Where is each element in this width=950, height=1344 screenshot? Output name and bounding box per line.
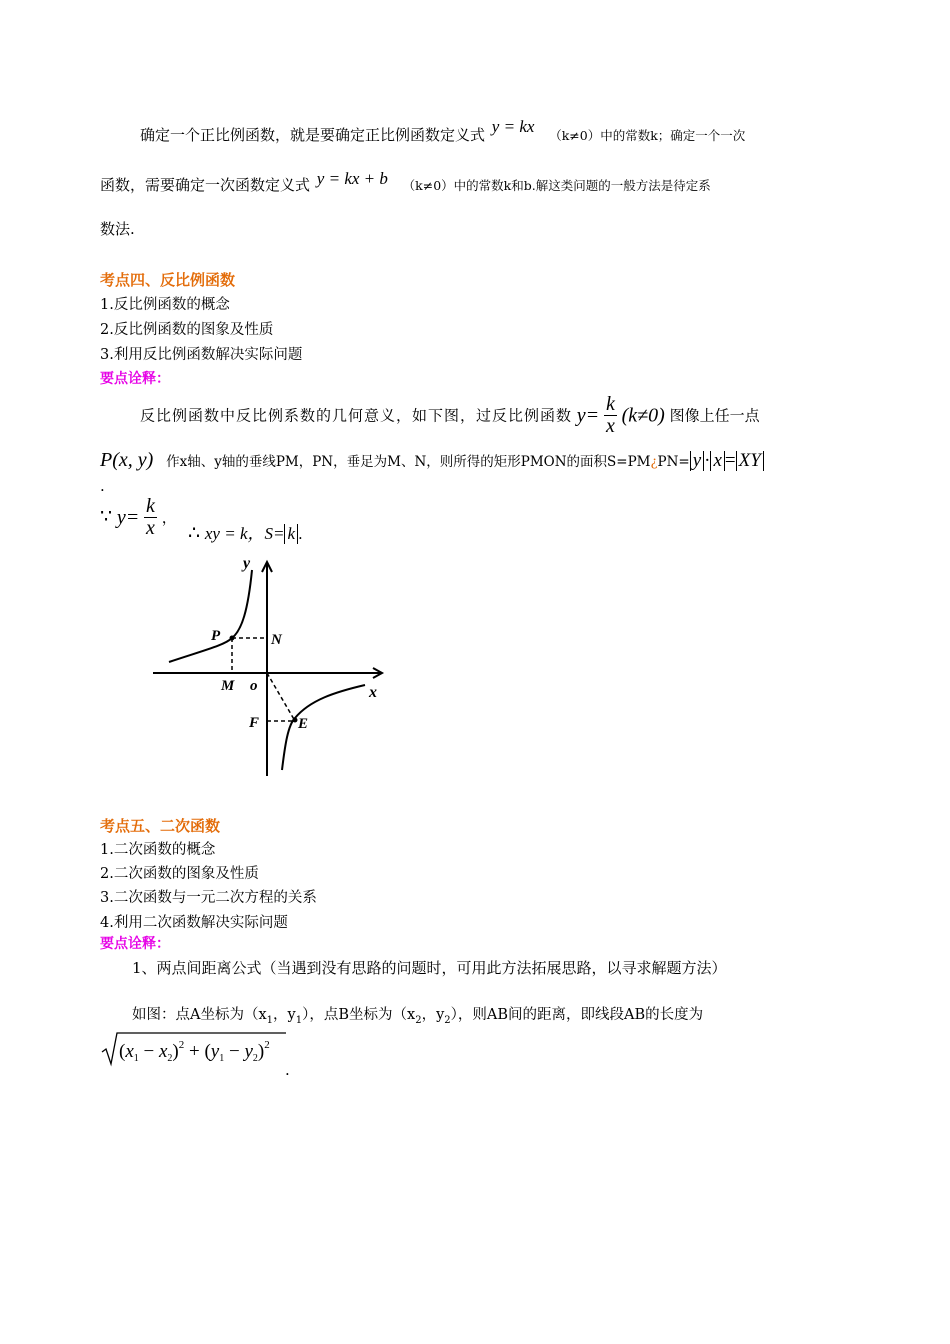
intro-text: 函数，需要确定一次函数定义式 <box>100 176 311 194</box>
label-E: E <box>298 716 309 732</box>
label-F: F <box>249 715 260 731</box>
list-item: 3.利用反比例函数解决实际问题 <box>100 347 303 363</box>
intro-text: 确定一个正比例函数，就是要确定正比例函数定义式 <box>140 126 486 144</box>
fraction-k-over-x: $\frac{k}{x}$ <box>605 393 615 437</box>
intro-text: （k≠0）中的常数k和b.解这类问题的一般方法是待定系 <box>402 178 711 193</box>
intro-line-1 <box>140 117 746 146</box>
period: . <box>100 477 105 495</box>
list-item: 3.二次函数与一元二次方程的关系 <box>100 890 317 906</box>
fraction-k-over-x: $\frac{k}{x}$ <box>146 495 155 539</box>
list-item: 1.二次函数的概念 <box>100 842 216 858</box>
curve-branch-upper <box>169 570 252 662</box>
curve-branch-lower <box>282 685 365 770</box>
point-P <box>230 636 235 641</box>
list-item: 1.反比例函数的概念 <box>100 297 230 313</box>
distance-formula <box>100 1030 290 1068</box>
label-x: x <box>369 684 377 701</box>
distance-formula-text: 如图：点A坐标为（$x_1$，$y_1$），点B坐标为（$x_2$，$y_2$），则AB间的距离，即线段AB的长度为 <box>132 1007 704 1026</box>
intro-text: （k≠0）中的常数k；确定一个一次 <box>549 128 746 143</box>
reciprocal-explanation-line-2: P(x, y) 作x轴、y轴的垂线PM，PN，垂足为M、N，则所得的矩形PMON的面积S=PM¿PN= y · x = XY <box>100 450 764 473</box>
label-M: M <box>221 678 235 694</box>
key-points-title: 要点诠释： <box>100 371 170 387</box>
formula-direct-proportion: y = kx <box>491 117 535 136</box>
section4-title: 考点四、反比例函数 <box>100 271 236 289</box>
therefore-statement: ∴ xy = k，S= k . <box>188 523 303 544</box>
formula-linear: y = kx + b <box>316 169 388 188</box>
intro-line-3: 数法. <box>100 220 135 238</box>
list-item: 2.二次函数的图象及性质 <box>100 866 259 882</box>
list-item: 4.利用二次函数解决实际问题 <box>100 915 288 931</box>
label-P: P <box>211 628 221 644</box>
distance-formula-heading: 1、两点间距离公式（当遇到没有思路的问题时，可用此方法拓展思路，以寻求解题方法） <box>132 959 727 977</box>
dashed-OE <box>267 673 295 721</box>
reciprocal-function-graph <box>145 550 390 780</box>
key-points-title: 要点诠释： <box>100 936 170 952</box>
distance-formula-text-value <box>100 1080 109 1081</box>
label-N: N <box>271 632 282 648</box>
since-statement: ∵ y= $\frac{k}{x}$ ， <box>100 495 177 539</box>
label-y: y <box>243 555 251 572</box>
distance-formula-expression: $(x_1 - x_2)^2 + (y_1 - y_2)^2$ <box>119 1039 270 1064</box>
intro-line-2 <box>100 169 711 196</box>
label-o: o <box>250 678 258 694</box>
point-E <box>293 718 298 723</box>
section5-title: 考点五、二次函数 <box>100 817 221 835</box>
list-item: 2.反比例函数的图象及性质 <box>100 322 274 338</box>
period: . <box>285 1061 290 1079</box>
reciprocal-explanation-line-1: 反比例函数中反比例系数的几何意义，如下图，过反比例函数 y= $\frac{k}{x}$ (k≠0) 图像上任一点 <box>140 393 760 437</box>
